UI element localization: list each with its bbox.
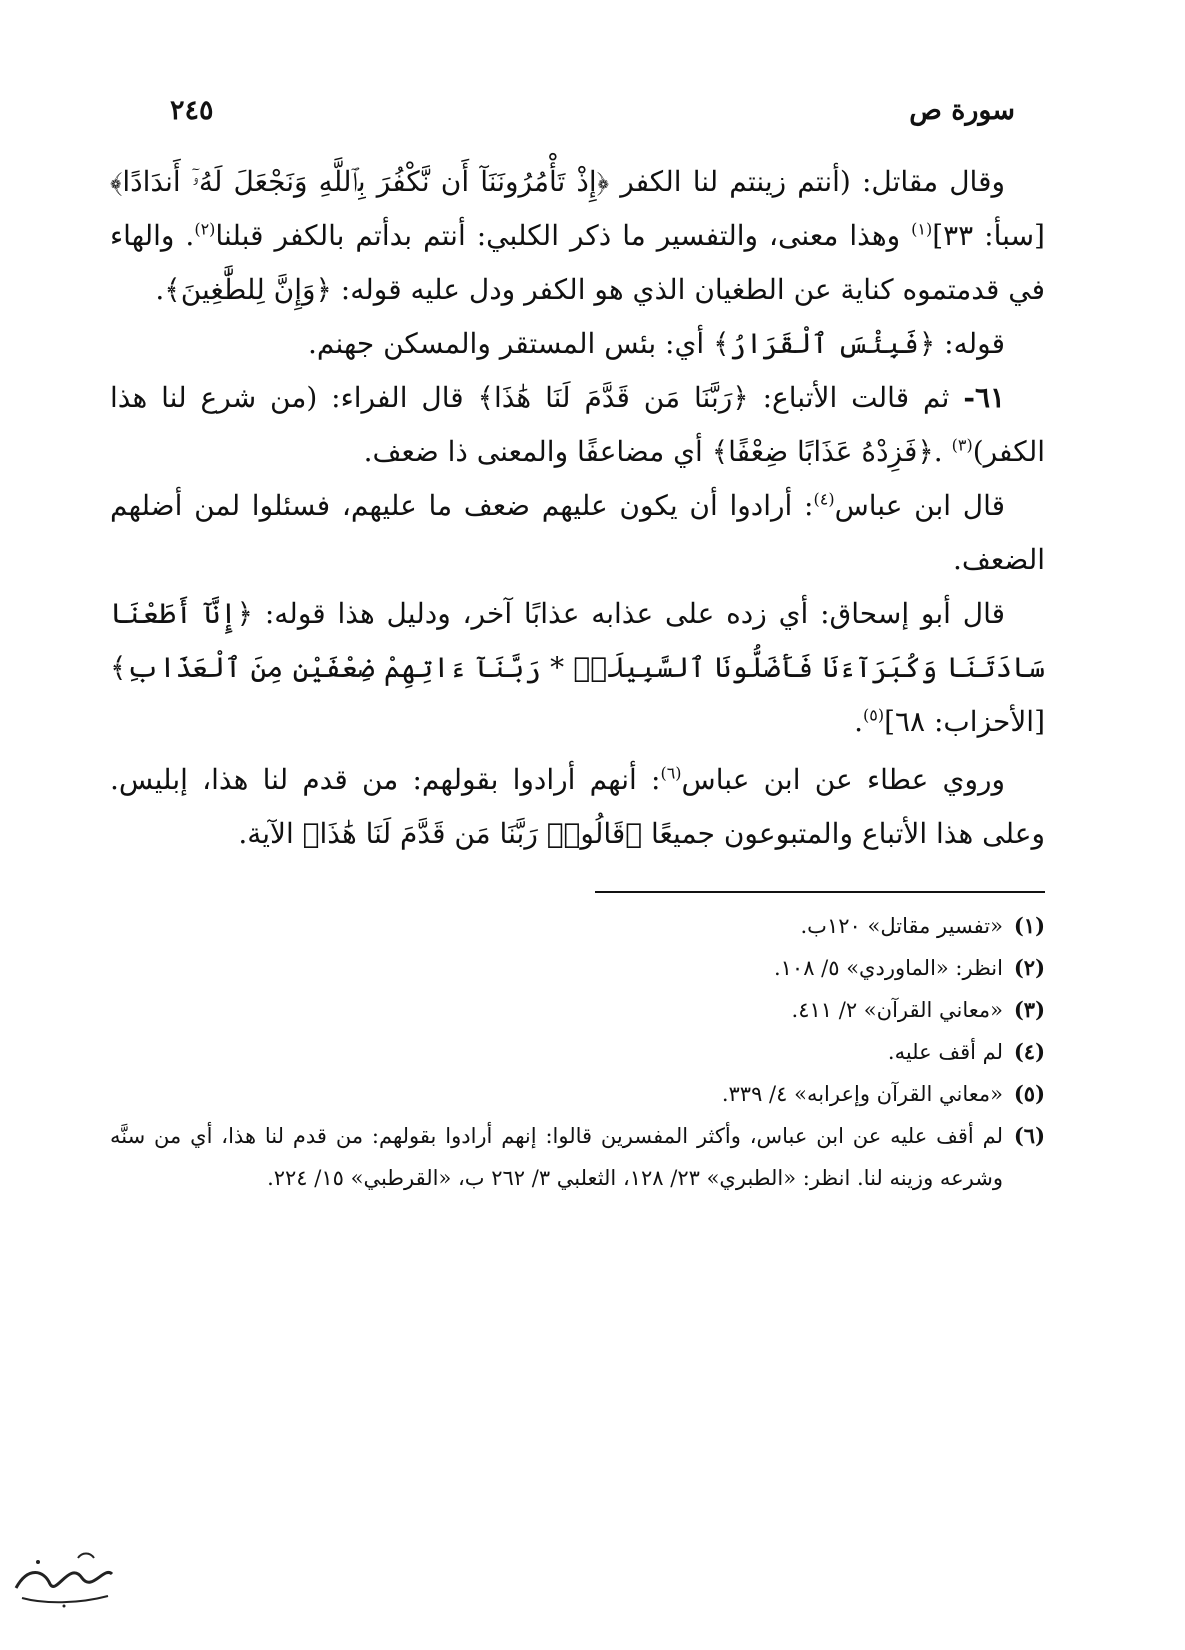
verse-number: ٦١- xyxy=(963,381,1006,414)
footnote-item xyxy=(110,989,1045,1031)
text-run: وقال مقاتل: (أنتم زينتم لنا الكفر xyxy=(609,165,1005,198)
page-header xyxy=(110,80,1045,140)
footnote-ref[interactable]: (٤) xyxy=(813,489,835,509)
footnote-divider xyxy=(595,891,1045,893)
footnote-number: (١) xyxy=(1013,913,1045,938)
surah-title: سورة ص xyxy=(909,94,1015,126)
text-run: وهذا معنى، والتفسير ما ذكر الكلبي: أنتم بدأتم بالكفر قبلنا xyxy=(215,219,912,252)
footnote-number: (٦) xyxy=(1013,1123,1045,1148)
text-run: . xyxy=(854,705,863,738)
quran-quote: ﴿إِذْ تَأْمُرُونَنَآ أَن نَّكْفُرَ بِٱللَّهِ وَنَجْعَلَ لَهُۥٓ أَندَادًا﴾ xyxy=(110,165,610,198)
footnote-ref[interactable]: (٢) xyxy=(194,219,216,239)
footnote-ref[interactable]: (٣) xyxy=(951,435,973,455)
paragraph-2 xyxy=(110,317,1045,371)
text-run: قوله: xyxy=(935,327,1005,360)
paragraph-6 xyxy=(110,753,1045,861)
quran-quote: ﴿قَالُوا۟ رَبَّنَا مَن قَدَّمَ لَنَا هَٰذَا﴾ xyxy=(302,817,643,850)
paragraph-4 xyxy=(110,479,1045,587)
library-stamp-logo xyxy=(8,1548,118,1613)
quran-quote: ﴿إِنَّآ أَطَعْنَا سَادَتَنَا وَكُبَرَآءَنَا فَأَضَلُّونَا ٱلسَّبِيلَا۠ * رَبَّنَآ ءَاتِهِمْ ضِعْفَيْنِ مِنَ ٱلْعَذَابِ﴾ xyxy=(110,597,1045,684)
footnote-text: «معاني القرآن» ٢/ ٤١١. xyxy=(791,998,1003,1022)
text-run: . xyxy=(155,273,165,306)
footnote-text: «تفسير مقاتل» ١٢٠ب. xyxy=(800,914,1003,938)
footnote-number: (٥) xyxy=(1013,1081,1045,1106)
quran-quote: ﴿فَزِدْهُ عَذَابًا ضِعْفًا﴾ xyxy=(711,435,934,468)
quran-quote: ﴿وَإِنَّ لِلطَّٰغِينَ﴾ xyxy=(164,273,332,306)
footnote-number: (٤) xyxy=(1013,1039,1045,1064)
footnote-item xyxy=(110,1031,1045,1073)
book-page xyxy=(110,80,1045,1600)
footnote-ref[interactable]: (٦) xyxy=(660,763,682,783)
footnote-text: انظر: «الماوردي» ٥/ ١٠٨. xyxy=(773,956,1003,980)
text-run: أي: بئس المستقر والمسكن جهنم. xyxy=(307,327,714,360)
text-run: قال أبو إسحاق: أي زده على عذابه عذابًا آخر، ودليل هذا قوله: xyxy=(253,597,1005,630)
footnote-text: «معاني القرآن وإعرابه» ٤/ ٣٣٩. xyxy=(721,1082,1003,1106)
paragraph-5 xyxy=(110,587,1045,749)
quran-quote: ﴿فَبِئْسَ ٱلْقَرَارُ﴾ xyxy=(713,327,936,360)
text-run: قال الفراء: (من شرع لنا هذا الكفر) xyxy=(110,381,1045,468)
footnote-item xyxy=(110,905,1045,947)
footnote-text: لم أقف عليه. xyxy=(887,1040,1003,1064)
text-run: ثم قالت الأتباع: xyxy=(748,381,964,414)
paragraph-3 xyxy=(110,371,1045,479)
footnote-text: لم أقف عليه عن ابن عباس، وأكثر المفسرين قالوا: إنهم أرادوا بقولهم: من قدم لنا هذا، أي من سنَّه وشرعه وزينه لنا. انظر: «الطبري» ٢٣/ ١٢٨، الثعلبي ٣/ ٢٦٢ ب، «القرطبي» ١٥/ ٢٢٤. xyxy=(110,1124,1003,1190)
paragraph-1 xyxy=(110,155,1045,317)
page-number: ٢٤٥ xyxy=(170,94,214,126)
text-run: [الأحزاب: ٦٨] xyxy=(884,705,1045,738)
footnotes xyxy=(110,905,1045,1199)
footnote-number: (٢) xyxy=(1013,955,1045,980)
text-run: [سبأ: ٣٣] xyxy=(932,219,1045,252)
text-run: وروي عطاء عن ابن عباس xyxy=(681,763,1006,796)
text-run: الآية. xyxy=(238,817,303,850)
text-run: : أنهم أرادوا بقولهم: من قدم لنا هذا، إبليس. وعلى هذا الأتباع والمتبوعون جميعًا xyxy=(110,763,1045,850)
text-run: . والهاء في قدمتموه كناية عن الطغيان الذي هو الكفر ودل عليه قوله: xyxy=(110,219,1045,306)
main-text xyxy=(110,155,1045,861)
footnote-ref[interactable]: (٥) xyxy=(862,705,885,725)
footnote-number: (٣) xyxy=(1013,997,1045,1022)
footnote-item xyxy=(110,947,1045,989)
text-run: قال ابن عباس xyxy=(834,489,1005,522)
footnote-ref[interactable]: (١) xyxy=(911,219,933,239)
footnote-item xyxy=(110,1115,1045,1199)
text-run: : أرادوا أن يكون عليهم ضعف ما عليهم، فسئلوا لمن أضلهم الضعف. xyxy=(110,489,1045,576)
text-run: . xyxy=(933,435,952,468)
text-run: أي مضاعفًا والمعنى ذا ضعف. xyxy=(363,435,712,468)
footnote-item xyxy=(110,1073,1045,1115)
quran-quote: ﴿رَبَّنَا مَن قَدَّمَ لَنَا هَٰذَا﴾ xyxy=(477,381,749,414)
